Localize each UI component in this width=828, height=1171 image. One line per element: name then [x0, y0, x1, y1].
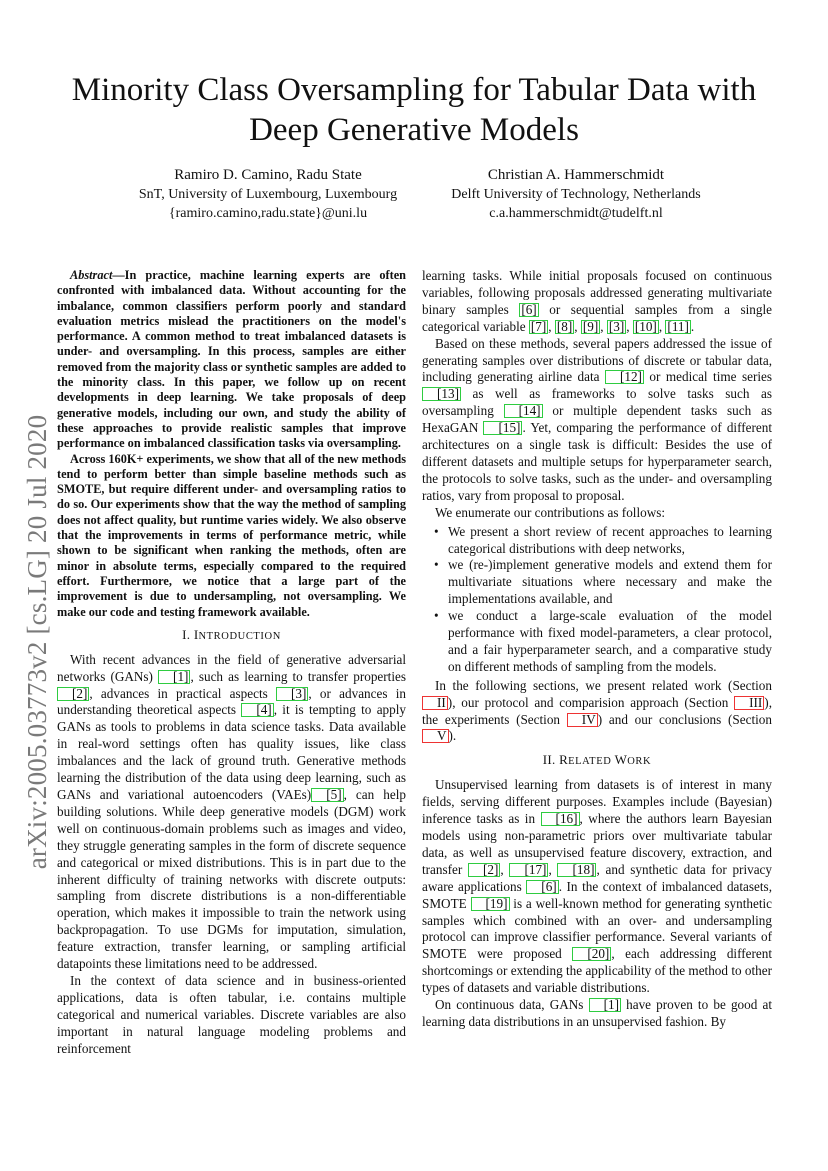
citation-link[interactable]: [2] — [57, 687, 89, 701]
section-reference-link[interactable]: III — [734, 696, 764, 710]
citation-link[interactable]: [6] — [521, 301, 537, 317]
author-block-1 — [108, 166, 428, 223]
citation-link[interactable]: [19] — [471, 897, 510, 911]
citation-link[interactable]: [1] — [589, 998, 621, 1012]
arxiv-identifier-stamp — [20, 376, 54, 908]
contribution-item: • we conduct a large-scale evaluation of the model performance with fixed model-parameters, a clear protocol, and a fair hyperparameter search, and a comparative study on different methods of sampling from the models. — [448, 608, 772, 676]
contributions-list — [422, 524, 772, 676]
section-heading-related-work: II. RELATED WORK — [542, 752, 652, 768]
citation-link[interactable]: [5] — [311, 788, 343, 802]
citation-link[interactable]: [15] — [483, 421, 522, 435]
right-column — [422, 268, 772, 1031]
paper-title: Minority Class Oversampling for Tabular Data with Deep Generative Models — [71, 72, 757, 148]
citation-link[interactable]: [12] — [605, 370, 644, 384]
citation-link[interactable]: [3] — [276, 687, 308, 701]
intro-paragraph-3: Based on these methods, several papers addressed the issue of generating samples over distributions of discrete or tabular data, including generating airline data [12] or medical time series [13] as well as frameworks to solve tasks such as oversampling [14] or multiple dependent tasks such as HexaGAN [15] . Yet, comparing the performance of different architectures on a single task is difficult: Besides the use of different datasets and multiple setups for hyperparameter search, the protocols to solve tasks, such as the under- and oversampling ratios, vary from proposal to proposal. — [422, 335, 772, 503]
contribution-item: • We present a short review of recent approaches to learning categorical distributions with deep networks, — [448, 524, 772, 558]
author-email: {ramiro.camino,radu.state}@uni.lu — [168, 206, 368, 221]
citation-link[interactable]: [8] — [556, 318, 573, 334]
author-names: Christian A. Hammerschmidt — [487, 167, 665, 183]
citation-link[interactable]: [18] — [557, 863, 596, 877]
related-paragraph-1: Unsupervised learning from datasets is of interest in many fields, serving different purposes. Examples include (Bayesian) inference tasks as in [16] , where the authors learn Bayesian models using non-parametric priors over multivariate tabular data, as well as unsupervised feature discovery, extraction, and transfer [2] , [17] , [18] , and synthetic data for privacy aware applications [6] . In the context of imbalanced datasets, SMOTE [19] is a well-known method for generating synthetic samples which combined with an over- and undersampling protocol can improve classifier performance. Several variants of SMOTE were proposed [20] , each addressing different shortcomings or extending the applicability of the method to other types of datasets and variable distributions. — [422, 777, 773, 996]
citation-link[interactable]: [3] — [608, 318, 625, 334]
intro-paragraph-2: In the context of data science and in business-oriented applications, data is often tabular, i.e. contains multiple categorical and numerical variables. Discrete variables are also important in natural language modeling problems and reinforcement — [57, 972, 406, 1056]
citation-link[interactable]: [4] — [241, 703, 273, 717]
arxiv-identifier-text: arXiv:2005.03773v2 [cs.LG] 20 Jul 2020 — [22, 414, 52, 870]
abstract-paragraph-1: Abstract—In practice, machine learning experts are often confronted with imbalanced data. Without accounting for the imbalance, common classifiers perform poorly and standard evaluation metrics mislead the practitioners on the model's performance. A common method to treat imbalanced datasets is under- and oversampling. In this process, samples are either removed from the majority class or synthetic samples are added to the minority class. In this paper, we follow up on recent developments in deep learning. We take proposals of deep generative models, including our own, and study the ability of these approaches to provide realistic samples that improve performance on imbalanced classification tasks via oversampling. — [57, 268, 406, 451]
related-paragraph-2: On continuous data, GANs [1] have proven to be good at learning data distributions in an unsupervised fashion. By — [422, 997, 772, 1029]
citation-link[interactable]: [7] — [530, 318, 547, 334]
author-affiliation: SnT, University of Luxembourg, Luxembourg — [138, 187, 398, 202]
citation-link[interactable]: [10] — [634, 318, 657, 334]
citation-link[interactable]: [2] — [468, 863, 500, 877]
abstract-paragraph-2: Across 160K+ experiments, we show that all of the new methods tend to perform better than simple baseline methods such as SMOTE, but require different under- and oversampling ratios to do so. Our experiments show that the way the method of sampling does not affect quality, but runtime varies widely. We also observe that the improvements in terms of performance metric, while shown to be significant when ranking the methods, often are minor in absolute terms, especially compared to the required effort. Furthermore, we notice that a large part of the improvement is due to undersampling, not oversampling. We make our code and testing framework available. — [57, 451, 406, 619]
abstract — [57, 268, 406, 620]
abstract-label: Abstract — [70, 268, 113, 282]
citation-link[interactable]: [20] — [572, 947, 611, 961]
author-affiliation: Delft University of Technology, Netherlands — [451, 187, 701, 202]
citation-link[interactable]: [6] — [526, 880, 558, 894]
section-heading-introduction: I. INTRODUCTION — [182, 626, 281, 642]
left-column — [57, 268, 406, 1057]
section-reference-link[interactable]: II — [422, 696, 448, 710]
section-reference-link[interactable]: IV — [567, 713, 598, 727]
citation-link[interactable]: [16] — [541, 812, 580, 826]
citation-link[interactable]: [9] — [582, 318, 599, 334]
author-block-2 — [416, 166, 736, 223]
intro-paragraph-4: We enumerate our contributions as follows: — [435, 504, 666, 520]
citation-link[interactable]: [1] — [158, 670, 190, 684]
section-reference-link[interactable]: V — [422, 729, 449, 743]
author-email: c.a.hammerschmidt@tudelft.nl — [489, 206, 663, 221]
citation-link[interactable]: [14] — [504, 404, 543, 418]
intro-paragraph-2-continued: learning tasks. While initial proposals focused on continuous variables, following proposals addressed generating multivariate binary samples [6] or sequential samples from a single categorical variable [7] , [8] , [9] , [3] , [10] , [11] . — [422, 268, 772, 334]
citation-link[interactable]: [13] — [422, 387, 461, 401]
citation-link[interactable]: [17] — [509, 863, 548, 877]
intro-paragraph-5: In the following sections, we present related work (Section II ), our protocol and comparision approach (Section III ), the experiments (Section IV ) and our conclusions (Section V ). — [422, 677, 772, 744]
author-names: Ramiro D. Camino, Radu State — [174, 167, 362, 183]
citation-link[interactable]: [11] — [667, 318, 689, 334]
intro-paragraph-1: With recent advances in the field of generative adversarial networks (GANs) [1] , such as learning to transfer properties [2] , advances in practical aspects [3] , or advances in understanding theoretical aspects [4] , it is tempting to apply GANs as tools to problems in data science tasks. Data available in real-word settings often has quality issues, like class imbalances and the lack of ground truth. Generative methods learning the distribution of the data using deep learning, such as GANs and variational autoencoders (VAEs) [5] , can help building solutions. While deep generative models (DGM) work well on continuous-domain problems such as images and video, they struggle generating samples in the form of discrete sequence and categorical or mixed distributions. This is in part due to the inherent difficulty of training networks with discrete outputs: sampling from discrete distributions is a non-differentiable operation, which makes it impossible to train the network using backpropagation. To use DGMs for imputation, simulation, feature extraction, transfer learning, or sampling artificial datapoints these limitations need to be addressed. — [57, 651, 406, 972]
contribution-item: • we (re-)implement generative models and extend them for multivariate situations where necessary and make the implementations available, and — [448, 557, 772, 608]
